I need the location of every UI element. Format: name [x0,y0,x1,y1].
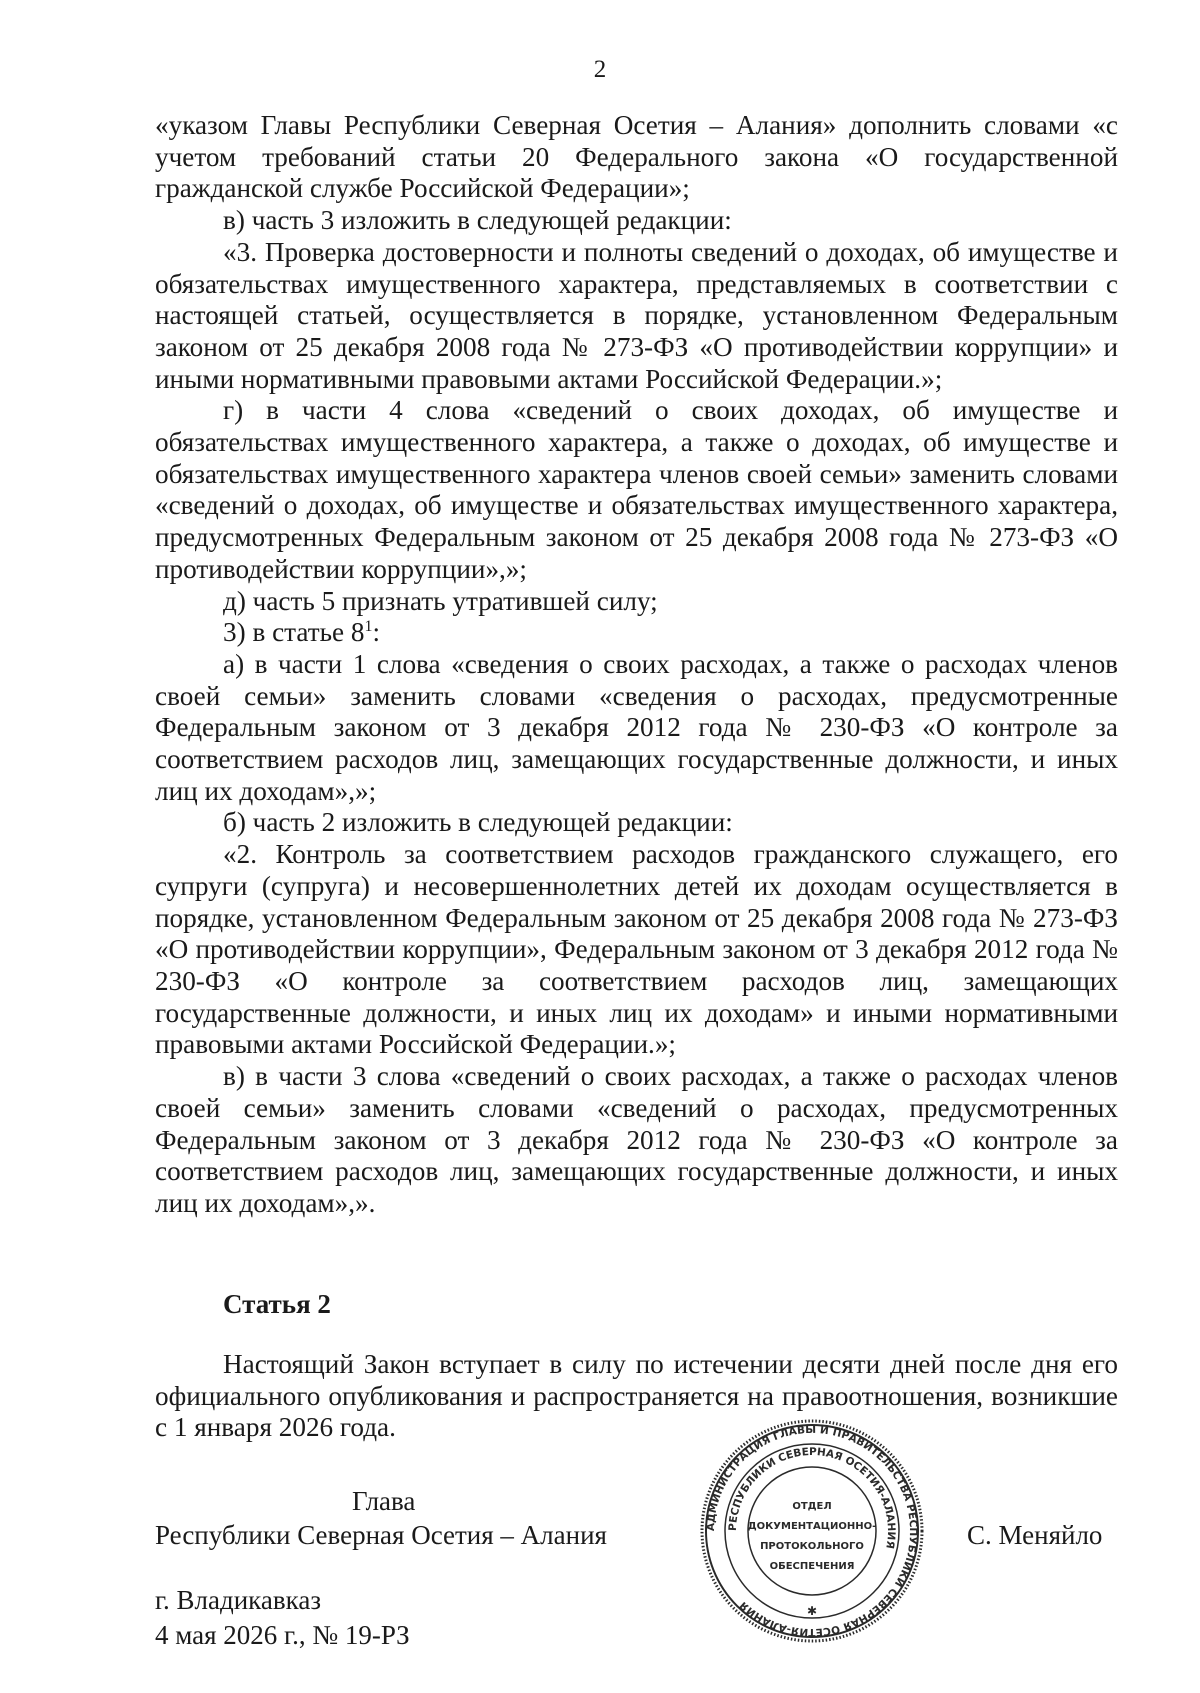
paragraph-6-text: 3) в статье 8 [223,617,365,648]
paragraph-5: д) часть 5 признать утратившей силу; [223,585,658,616]
stamp-inner-text: РЕСПУБЛИКИ СЕВЕРНАЯ ОСЕТИЯ-АЛАНИЯ [726,1445,898,1550]
place-of-signing: г. Владикавказ [155,1585,321,1615]
signatory-name: С. Меняйло [967,1520,1103,1550]
superscript: 1 [364,618,373,636]
star-icon: ✱ [806,1604,818,1618]
date-and-number: 4 мая 2026 г., № 19-РЗ [155,1620,410,1650]
signatory-title-line1: Глава [352,1486,416,1516]
stamp-center-line-1: ОТДЕЛ [792,1501,832,1512]
signatory-title-line2: Республики Северная Осетия – Алания [155,1520,607,1550]
paragraph-6 [155,617,1118,649]
paragraph-7: а) в части 1 слова «сведения о своих расходах, а также о расходах членов своей семьи» заменить словами «сведения о расходах, предусмотренные Федеральным законом от 3 декабря 2012 года № 230-ФЗ «О контроле за соответствием расходов лиц, замещающих государственные должности, и иных лиц их доходам»,»; [155,648,1118,806]
paragraph-1: «указом Главы Республики Северная Осетия – Алания» дополнить словами «с учетом требований статьи 20 Федерального закона «О государственной гражданской службе Российской Федерации»; [155,110,1118,204]
stamp-center-line-4: ОБЕСПЕЧЕНИЯ [769,1561,855,1572]
page-number: 2 [593,56,607,83]
paragraph-8: б) часть 2 изложить в следующей редакции: [223,807,733,838]
article-heading: Статья 2 [223,1289,331,1319]
paragraph-9: «2. Контроль за соответствием расходов гражданского служащего, его супруги (супруга) и несовершеннолетних детей их доходам осуществляется в порядке, установленном Федеральным законом от 25 декабря 2008 года № 273-ФЗ «О противодействии коррупции», Федеральным законом от 3 декабря 2012 года № 230-ФЗ «О контроле за соответствием расходов лиц, замещающих государственные должности, и иных лиц их доходам» и иными нормативными правовыми актами Российской Федерации.»; [155,839,1118,1060]
paragraph-3: «3. Проверка достоверности и полноты сведений о доходах, об имуществе и обязательствах имущественного характера, представляемых в соответствии с настоящей статьей, осуществляется в порядке, установленном Федеральным законом от 25 декабря 2008 года № 273-ФЗ «О противодействии коррупции» и иными нормативными правовыми актами Российской Федерации.»; [155,236,1118,394]
paragraph-6-suffix: : [372,617,381,648]
paragraph-2: в) часть 3 изложить в следующей редакции: [223,205,732,236]
article-2-body [155,1349,1118,1444]
official-stamp-icon [698,1417,926,1645]
stamp-outer-text: АДМИНИСТРАЦИЯ ГЛАВЫ И ПРАВИТЕЛЬСТВА РЕСПУБЛИКИ СЕВЕРНАЯ ОСЕТИЯ-АЛАНИЯ [704,1423,920,1639]
document-body [155,110,1118,1220]
stamp-center-line-3: ПРОТОКОЛЬНОГО [760,1541,864,1552]
paragraph-10: в) в части 3 слова «сведений о своих расходах, а также о расходах членов своей семьи» заменить словами «сведений о расходах, предусмотренных Федеральным законом от 3 декабря 2012 года № 230-ФЗ «О контроле за соответствием расходов лиц, замещающих государственные должности, и иных лиц их доходам»,». [155,1061,1118,1218]
paragraph-4: г) в части 4 слова «сведений о своих доходах, об имуществе и обязательствах имущественного характера, а также о доходах, об имуществе и обязательствах имущественного характера членов своей семьи» заменить словами «сведений о доходах, об имуществе и обязательствах имущественного характера, предусмотренных Федеральным законом от 25 декабря 2008 года № 273-ФЗ «О противодействии коррупции»,»; [155,395,1118,584]
stamp-center-line-2: ДОКУМЕНТАЦИОННО- [747,1521,877,1532]
article-2-paragraph: Настоящий Закон вступает в силу по истечении десяти дней после дня его официального опубликования и распространяется на правоотношения, возникшие с 1 января 2026 года. [155,1349,1118,1443]
svg-text:РЕСПУБЛИКИ СЕВЕРНАЯ ОСЕТИЯ-АЛА [727,1446,897,1550]
